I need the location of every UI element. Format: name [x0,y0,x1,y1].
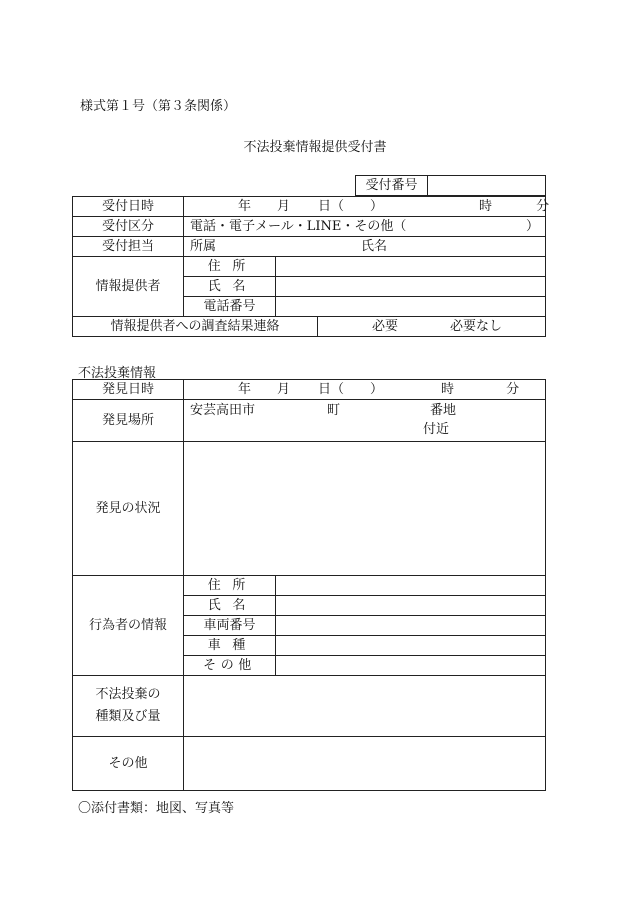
receipt-datetime-field[interactable] [184,197,550,217]
vicinity-unit: 付近 [423,422,450,437]
section-title-dumping-info: 不法投棄情報 [78,366,157,381]
found-month-unit: 月 [277,382,291,397]
receipt-staff-field[interactable] [184,237,546,257]
found-hour-unit: 時 [441,382,455,397]
receipt-category-field[interactable] [184,217,546,237]
other-label: その他 [73,737,184,791]
vehicle-number-field[interactable] [276,616,546,636]
category-options: 電話・電子メール・LINE・その他（ [190,219,407,234]
vehicle-type-label: 車種 [184,636,276,656]
informant-label: 情報提供者 [73,257,184,317]
other-field[interactable] [184,737,546,791]
receipt-datetime-label: 受付日時 [73,197,184,217]
type-quantity-label-line1: 不法投棄の [95,687,161,702]
found-datetime-label: 発見日時 [73,380,184,400]
informant-name-label: 氏名 [184,277,276,297]
informant-phone-field[interactable] [276,297,546,317]
minute-unit: 分 [536,199,550,214]
offender-address-label: 住所 [184,576,276,596]
attachments-note: 〇添付書類：地図、写真等 [78,801,235,816]
vehicle-number-label: 車両番号 [184,616,276,636]
dumping-info-table [72,379,546,791]
situation-field[interactable] [184,442,546,576]
receipt-table [72,196,550,337]
location-field[interactable] [184,400,546,442]
receipt-number-field[interactable] [428,176,546,196]
contact-required[interactable]: 必要 [372,319,399,334]
form-number: 様式第１号（第３条関係） [80,99,237,114]
contact-not-required[interactable]: 必要なし [450,319,503,334]
month-unit: 月 [277,199,291,214]
found-minute-unit: 分 [506,382,520,397]
type-quantity-field[interactable] [184,676,546,737]
informant-phone-label: 電話番号 [184,297,276,317]
type-quantity-label-line2: 種類及び量 [95,709,161,724]
town-unit: 町 [327,403,341,418]
informant-address-field[interactable] [276,257,546,277]
offender-name-field[interactable] [276,596,546,616]
situation-label: 発見の状況 [73,442,184,576]
vehicle-type-field[interactable] [276,636,546,656]
offender-other-field[interactable] [276,656,546,676]
category-close: ） [526,219,540,234]
found-day-unit: 日（ ） [318,382,384,397]
year-unit: 年 [238,199,252,214]
contact-result-field[interactable] [318,317,546,337]
document-title: 不法投棄情報提供受付書 [243,140,387,155]
banchi-unit: 番地 [430,403,457,418]
informant-name-field[interactable] [276,277,546,297]
receipt-staff-label: 受付担当 [73,237,184,257]
found-datetime-field[interactable] [184,380,546,400]
offender-address-field[interactable] [276,576,546,596]
offender-name-label: 氏名 [184,596,276,616]
informant-address-label: 住所 [184,257,276,277]
receipt-number-table [355,175,546,196]
staff-name-label: 氏名 [361,239,388,254]
city-name: 安芸高田市 [190,403,256,418]
location-label: 発見場所 [73,400,184,442]
receipt-number-label: 受付番号 [356,176,428,196]
type-quantity-label [73,676,184,737]
day-unit: 日（ ） [318,199,384,214]
hour-unit: 時 [479,199,493,214]
offender-label: 行為者の情報 [73,576,184,676]
receipt-category-label: 受付区分 [73,217,184,237]
contact-result-label: 情報提供者への調査結果連絡 [73,317,318,337]
found-year-unit: 年 [238,382,252,397]
dept-label: 所属 [190,239,217,254]
offender-other-label: その他 [184,656,276,676]
